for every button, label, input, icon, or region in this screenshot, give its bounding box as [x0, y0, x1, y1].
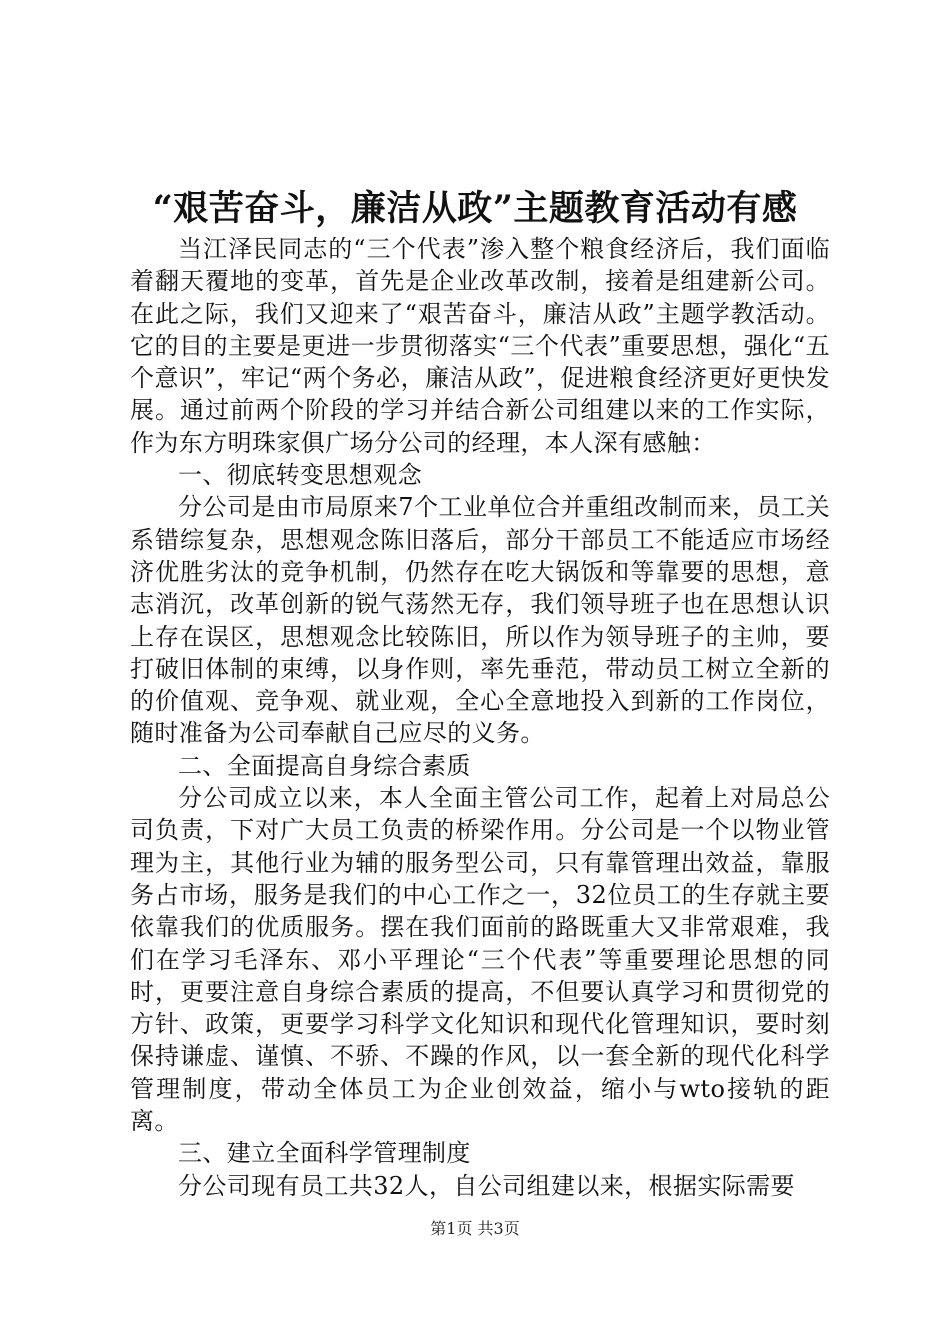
paragraph-section-2: 分公司成立以来，本人全面主管公司工作，起着上对局总公司负责，下对广大员工负责的桥梁作用。分公司是一个以物业管理为主，其他行业为辅的服务型公司，只有靠管理出效益，靠服务占市场，服务是我们的中心工作之一，32位员工的生存就主要依靠我们的优质服务。摆在我们面前的路既重大又非常艰难，我们在学习毛泽东、邓小平理论“三个代表”等重要理论思想的同时，更要注意自身综合素质的提高，不但要认真学习和贯彻党的方针、政策，更要学习科学文化知识和现代化管理知识，要时刻保持谦虚、谨慎、不骄、不躁的作风，以一套全新的现代化科学管理制度，带动全体员工为企业创效益，缩小与wto接轨的距离。 [130, 784, 830, 1136]
section-heading-2: 二、全面提高自身综合素质 [178, 751, 471, 780]
document-title: “艰苦奋斗，廉洁从政”主题教育活动有感 [152, 188, 798, 229]
paragraph-section-3: 分公司现有员工共32人，自公司组建以来，根据实际需要 [178, 1171, 795, 1200]
page-footer: 第1页 共3页 [430, 1219, 520, 1238]
document-body [130, 233, 830, 1202]
section-heading-1: 一、彻底转变思想观念 [178, 461, 422, 490]
paragraph-intro: 当江泽民同志的“三个代表”渗入整个粮食经济后，我们面临着翻天覆地的变革，首先是企业改革改制，接着是组建新公司。在此之际，我们又迎来了“艰苦奋斗，廉洁从政”主题学教活动。它的目的主要是更进一步贯彻落实“三个代表”重要思想，强化“五个意识”，牢记“两个务必，廉洁从政”，促进粮食经济更好更快发展。通过前两个阶段的学习并结合新公司组建以来的工作实际，作为东方明珠家俱广场分公司的经理，本人深有感触： [130, 235, 830, 457]
section-heading-3: 三、建立全面科学管理制度 [178, 1139, 471, 1168]
paragraph-section-1: 分公司是由市局原来7个工业单位合并重组改制而来，员工关系错综复杂，思想观念陈旧落后，部分干部员工不能适应市场经济优胜劣汰的竞争机制，仍然存在吃大锅饭和等靠要的思想，意志消沉，改革创新的锐气荡然无存，我们领导班子也在思想认识上存在误区，思想观念比较陈旧，所以作为领导班子的主帅，要打破旧体制的束缚，以身作则，率先垂范，带动员工树立全新的的价值观、竞争观、就业观，全心全意地投入到新的工作岗位，随时准备为公司奉献自己应尽的义务。 [130, 493, 830, 748]
